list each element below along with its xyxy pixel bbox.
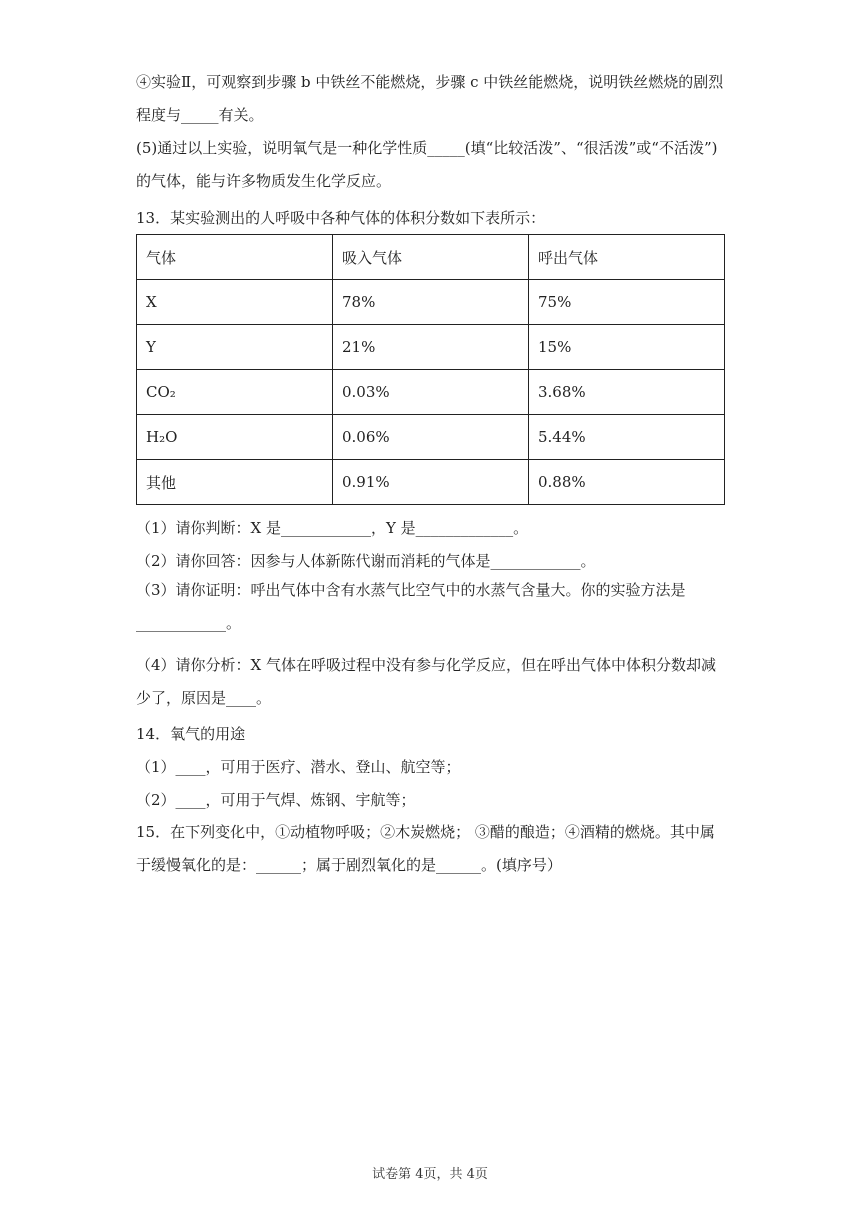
- table-header-cell: 气体: [137, 235, 333, 280]
- table-row: [137, 280, 725, 325]
- page-footer: 试卷第 4页，共 4页: [372, 1167, 488, 1182]
- table-row: [137, 325, 725, 370]
- experiment-ii-text: ④实验Ⅱ，可观察到步骤 b 中铁丝不能燃烧，步骤 c 中铁丝能燃烧，说明铁丝燃烧的剧烈程度与_____有关。: [136, 73, 724, 124]
- table-cell: 21%: [333, 325, 529, 370]
- table-cell: 5.44%: [529, 415, 725, 460]
- table-header-row: [137, 235, 725, 280]
- table-cell: 0.06%: [333, 415, 529, 460]
- table-cell: 0.88%: [529, 460, 725, 505]
- table-row: [137, 370, 725, 415]
- table-header-cell: 吸入气体: [333, 235, 529, 280]
- question-13-part-3: （3）请你证明：呼出气体中含有水蒸气比空气中的水蒸气含量大。你的实验方法是____________。: [136, 581, 686, 632]
- table-cell: 0.03%: [333, 370, 529, 415]
- table-cell: 75%: [529, 280, 725, 325]
- question-13-stem: 13．某实验测出的人呼吸中各种气体的体积分数如下表所示：: [136, 209, 546, 227]
- question-14-part-1: （1）____，可用于医疗、潜水、登山、航空等；: [136, 758, 461, 776]
- table-row: [137, 460, 725, 505]
- table-cell: 0.91%: [333, 460, 529, 505]
- table-cell: 3.68%: [529, 370, 725, 415]
- table-cell: 其他: [137, 460, 333, 505]
- question-14-part-2: （2）____，可用于气焊、炼钢、宇航等；: [136, 791, 416, 809]
- question-15-text: 15．在下列变化中，①动植物呼吸；②木炭燃烧； ③醋的酿造；④酒精的燃烧。其中属于缓慢氧化的是：______；属于剧烈氧化的是______。(填序号）: [136, 823, 715, 874]
- table-cell: CO₂: [137, 370, 333, 415]
- table-cell: X: [137, 280, 333, 325]
- question-13-part-1: （1）请你判断：X 是____________，Y 是_____________。: [136, 519, 529, 537]
- table-header-cell: 呼出气体: [529, 235, 725, 280]
- question-14-stem: 14．氧气的用途: [136, 725, 246, 743]
- table-cell: 78%: [333, 280, 529, 325]
- table-cell: 15%: [529, 325, 725, 370]
- table-cell: H₂O: [137, 415, 333, 460]
- table-row: [137, 415, 725, 460]
- question-5-text: (5)通过以上实验，说明氧气是一种化学性质_____(填“比较活泼”、“很活泼”或“不活泼”)的气体，能与许多物质发生化学反应。: [136, 139, 718, 190]
- gas-volume-table: [136, 234, 725, 505]
- question-13-part-4: （4）请你分析：X 气体在呼吸过程中没有参与化学反应，但在呼出气体中体积分数却减少了，原因是____。: [136, 656, 716, 707]
- table-cell: Y: [137, 325, 333, 370]
- question-13-part-2: （2）请你回答：因参与人体新陈代谢而消耗的气体是____________。: [136, 552, 596, 570]
